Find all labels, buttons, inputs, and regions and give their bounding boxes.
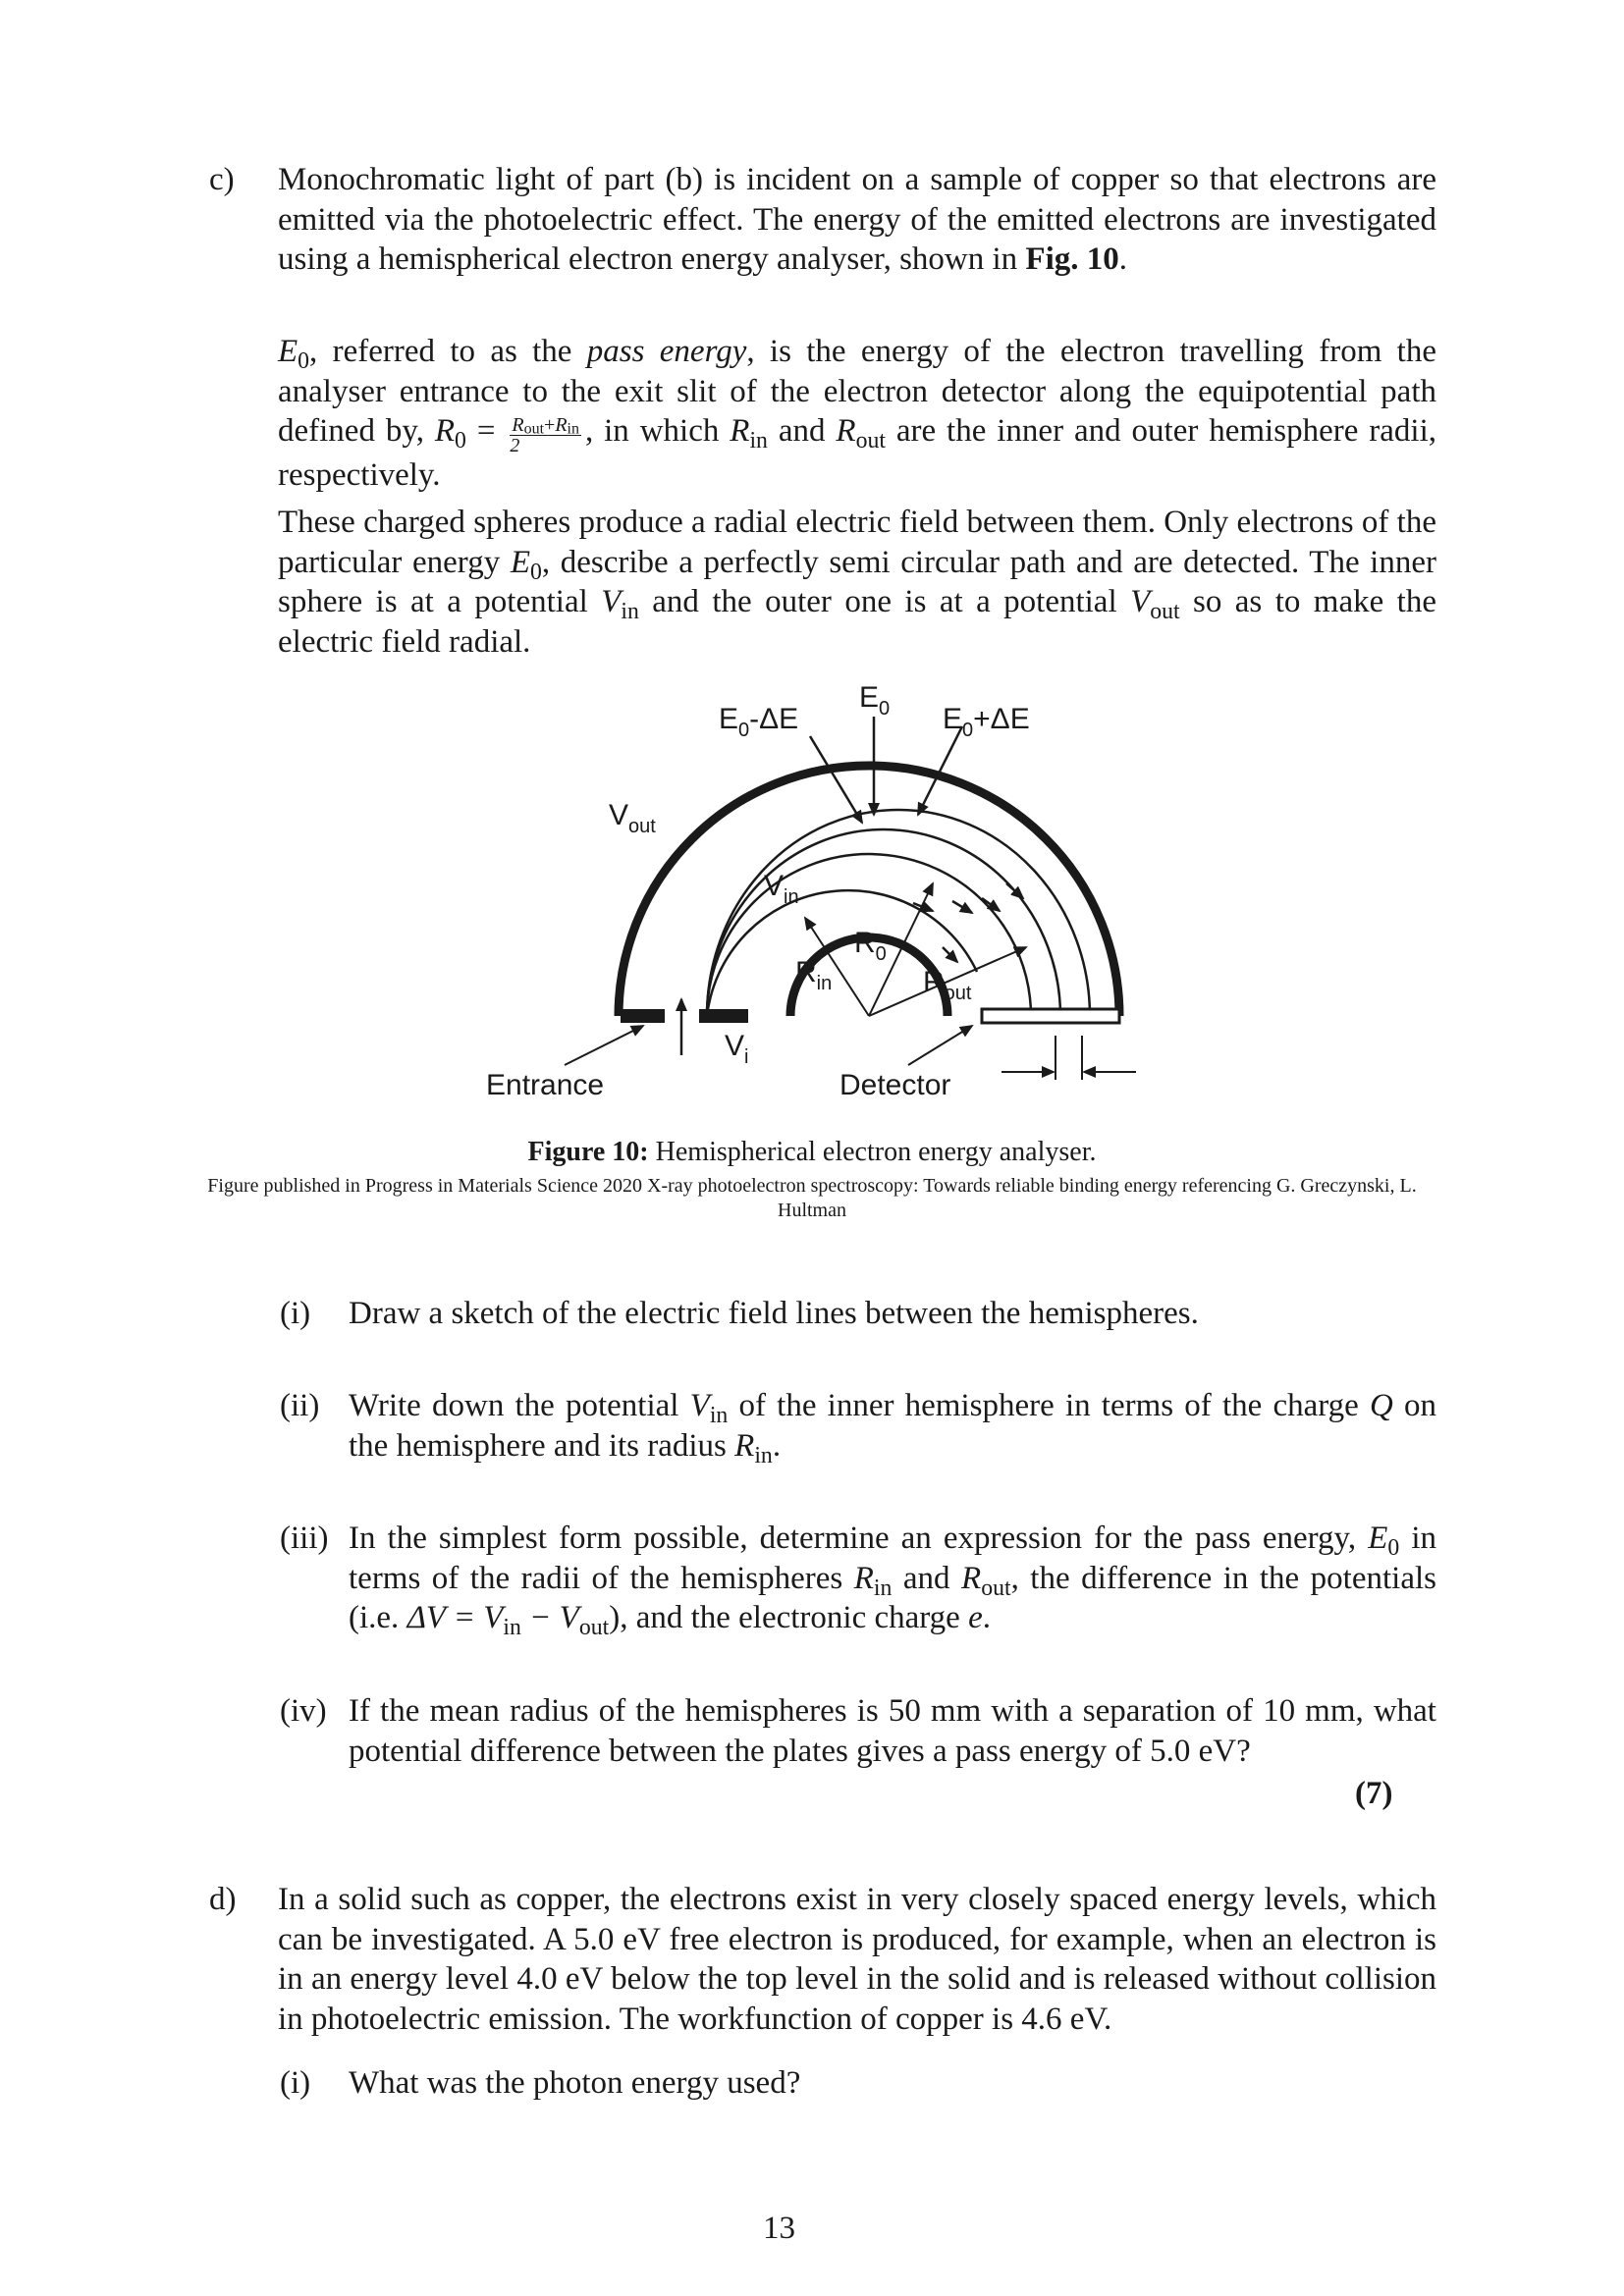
r-out-symbol: $R_{out}$ (836, 413, 886, 454)
value: 4.0 eV (516, 1961, 603, 1997)
text: , the difference in the potentials (i.e. (349, 1560, 1436, 1635)
text: Write down the potential (349, 1388, 690, 1423)
part-c-label: c) (209, 162, 235, 197)
question-c-iii (280, 1519, 1437, 1641)
text: . (1104, 2001, 1112, 2037)
label-e0: $E_0$ (859, 681, 891, 720)
figure-caption-label: Figure 10: (527, 1137, 649, 1167)
part-c-pass-energy-paragraph (278, 332, 1436, 496)
e0-symbol: $E_0$ (1368, 1521, 1400, 1562)
label-e0-minus: $E_0-\Delta E$ (719, 703, 799, 741)
label-e0-plus: $E_0+\Delta E$ (943, 703, 1030, 741)
question-d-i (280, 2063, 1436, 2104)
v-out-symbol: $V_{out}$ (1130, 584, 1180, 625)
question-number: (ii) (280, 1388, 320, 1423)
page-number (763, 2209, 861, 2249)
part-d-label: d) (209, 1882, 237, 1917)
v-in-symbol: $V_{in}$ (601, 584, 639, 625)
question-c-i (280, 1294, 1436, 1334)
fig-ref: Fig. 10 (1025, 241, 1119, 277)
label-r0: $R_0$ (854, 927, 887, 965)
question-number: (iii) (280, 1521, 329, 1556)
part-c-intro-text: Monochromatic light of part (b) is incident on a sample of copper so that electrons are emitted via the photoelectric effect. The energy of the emitted electrons are investigated using a hemispherical electron energy analyser, shown in (278, 162, 1436, 277)
label-entrance: Entrance (486, 1069, 605, 1101)
e0-symbol: $E_0$ (510, 544, 542, 585)
text: , referred to as the (309, 334, 587, 369)
value: 10 mm (1263, 1693, 1356, 1729)
q-symbol: Q (1369, 1388, 1393, 1423)
part-d-intro (209, 1880, 1436, 2039)
text: and the outer one is at a potential (638, 584, 1131, 619)
value: 4.6 eV (1021, 2001, 1105, 2037)
text: ? (1236, 1733, 1251, 1769)
marks-c (1355, 1774, 1436, 1814)
pass-energy-term: pass energy (586, 334, 747, 369)
text: on the hemisphere and its radius (349, 1388, 1437, 1464)
text: , describe a perfectly semi circular path and are detected. The inner sphere is at a potential (278, 544, 1436, 619)
e-symbol: e (968, 1600, 983, 1635)
label-v-i: $V_i$ (725, 1030, 749, 1068)
text: ), and the electronic charge (609, 1600, 969, 1635)
label-r-in: $R_{in}$ (795, 956, 833, 994)
question-text: Draw a sketch of the electric field lines between the hemispheres. (349, 1296, 1199, 1331)
page-number-text: 13 (763, 2211, 795, 2246)
value: 5.0 eV (573, 1921, 661, 1957)
text: are the inner and outer hemisphere radii, respectively. (278, 413, 1436, 493)
text: . (772, 1427, 782, 1464)
value: 5.0 eV (1150, 1733, 1237, 1769)
question-text: What was the photon energy used? (349, 2065, 801, 2101)
v-in-symbol: $V_{in}$ (689, 1388, 729, 1429)
delta-v-expression: $\Delta V = V_{in} - V_{out}$ (406, 1600, 610, 1641)
r-in-symbol: $R_{in}$ (730, 413, 768, 454)
credit-text: Figure published in Progress in Materials Science 2020 X-ray photoelectron spectroscopy: Towards reliable binding energy referencing G. Greczynski, L. Hultman (207, 1175, 1417, 1221)
label-detector: Detector (839, 1069, 951, 1101)
trajectory-e0-plus-1 (707, 829, 1060, 1016)
text: in terms of the radii of the hemispheres (349, 1521, 1437, 1596)
text: . (982, 1600, 991, 1635)
text: , what potential difference between the plates gives a pass energy of (349, 1693, 1436, 1769)
text: with a separation of (981, 1693, 1264, 1729)
question-number: (i) (280, 1296, 311, 1331)
value: 50 mm (888, 1693, 982, 1729)
label-r-out: $R_{out}$ (923, 966, 972, 1004)
text: and (892, 1560, 962, 1596)
text: below the top level in the solid and is released without collision in photoelectric emission. The workfunction of copper is (278, 1961, 1436, 2037)
part-c-field-paragraph (278, 503, 1436, 662)
text: These charged spheres produce a radial electric field between them. Only electrons of the particular energy (278, 505, 1436, 580)
r-out-symbol: $R_{out}$ (961, 1560, 1011, 1601)
question-number: (iv) (280, 1693, 327, 1729)
e0-symbol: $E_0$ (278, 334, 310, 375)
figure-credit (206, 1174, 1418, 1223)
hemispherical-analyser-figure (471, 677, 1159, 1119)
text: In the simplest form possible, determine an expression for the pass energy, (349, 1521, 1369, 1556)
text: of the inner hemisphere in terms of the charge (728, 1388, 1370, 1423)
text: and (767, 413, 837, 449)
part-c-intro (209, 160, 1436, 280)
text: In a solid such as copper, the electrons exist in very closely spaced energy levels, which can be investigated. A (278, 1882, 1436, 1957)
question-number: (i) (280, 2065, 311, 2101)
r-in-symbol: $R_{in}$ (734, 1427, 773, 1468)
period: . (1118, 241, 1127, 277)
r0-formula: $R_0$ = $\frac{R_{out}+R_{in}}{2}$ (434, 413, 579, 456)
r-in-symbol: $R_{in}$ (853, 1560, 893, 1601)
figure-caption-text: Hemispherical electron energy analyser. (648, 1137, 1097, 1167)
question-c-iv (280, 1691, 1436, 1771)
text: so as to make the electric field radial. (278, 584, 1437, 660)
figure-caption (295, 1137, 1329, 1168)
text: If the mean radius of the hemispheres is (349, 1693, 889, 1729)
text: , in which (584, 413, 731, 449)
text: , is the energy of the electron travelling from the analyser entrance to the exit slit of the electron detector along the equipotential path defined by, (278, 334, 1437, 449)
text: free electron is produced, for example, when an electron is in an energy level (278, 1921, 1436, 1997)
label-v-in: $V_{in}$ (764, 870, 799, 908)
label-v-out: $V_{out}$ (609, 799, 656, 837)
marks-text: (7) (1355, 1776, 1393, 1811)
question-c-ii (280, 1386, 1437, 1468)
